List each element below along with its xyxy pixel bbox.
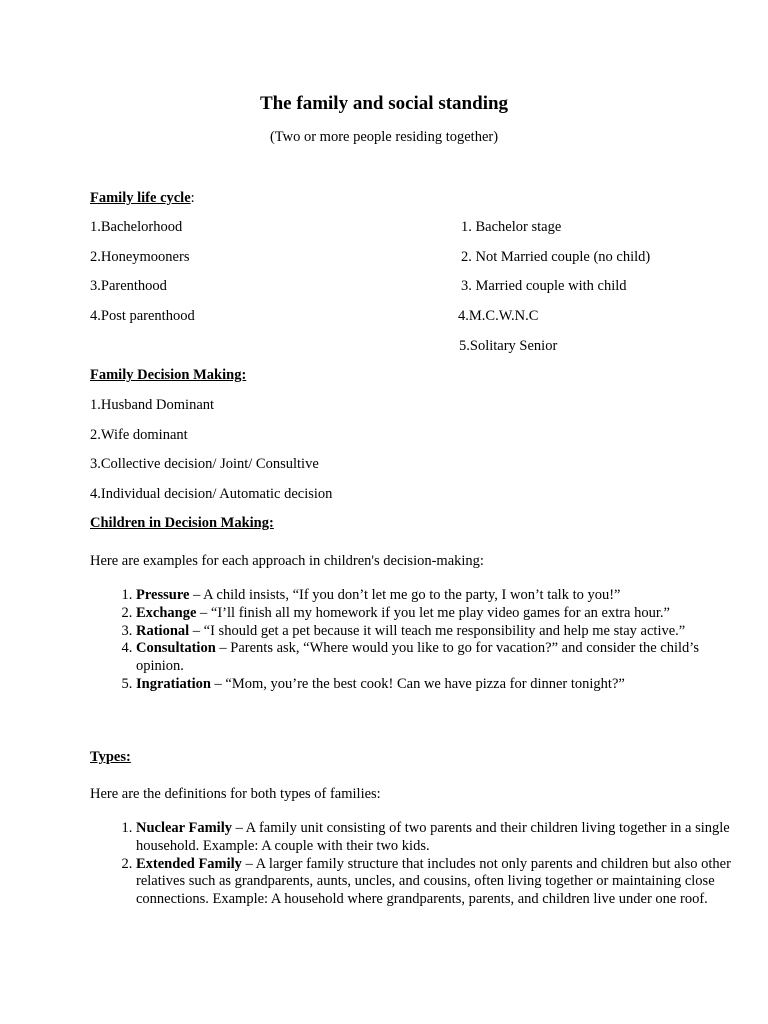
life-cycle-left-item: 1.Bachelorhood: [90, 219, 183, 235]
list-item-term: Nuclear Family: [136, 820, 232, 836]
list-item: [136, 605, 736, 623]
list-item-term: Ingratiation: [136, 675, 211, 692]
list-item-text: – “I’ll finish all my homework if you let me play video games for an extra hour.”: [196, 604, 670, 621]
list-item-text: – Parents ask, “Where would you like to go for vacation?” and consider the child’s opinion.: [136, 640, 699, 675]
life-cycle-left-item: 3.Parenthood: [90, 278, 167, 294]
list-item: [136, 856, 736, 909]
decision-making-item: 1.Husband Dominant: [90, 397, 215, 413]
life-cycle-right-item: 2. Not Married couple (no child): [461, 249, 651, 265]
life-cycle-right-item: 3. Married couple with child: [461, 278, 627, 294]
list-item: [136, 676, 736, 694]
decision-making-heading: Family Decision Making:: [90, 367, 247, 383]
list-item-text: – “Mom, you’re the best cook! Can we have pizza for dinner tonight?”: [210, 675, 625, 692]
decision-making-item: 2.Wife dominant: [90, 427, 188, 443]
list-item: [136, 623, 736, 641]
list-item-term: Consultation: [136, 640, 216, 657]
list-item-text: – “I should get a pet because it will teach me responsibility and help me stay active.”: [189, 622, 686, 639]
list-item-term: Exchange: [136, 604, 197, 621]
types-intro: Here are the definitions for both types of families:: [90, 786, 381, 802]
list-item: [136, 640, 736, 676]
list-item-text: – A larger family structure that includes not only parents and children but also other relatives such as grandparents, aunts, uncles, and cousins, often living together or maintaining close connections. Example: A household where grandparents, parents, and children live under one roof.: [136, 855, 731, 908]
life-cycle-heading-text: Family life cycle: [90, 190, 191, 206]
decision-making-item: 3.Collective decision/ Joint/ Consultive: [90, 456, 319, 472]
children-heading: Children in Decision Making:: [90, 515, 274, 531]
list-item: [136, 587, 736, 605]
list-item-text: – A child insists, “If you don’t let me go to the party, I won’t talk to you!”: [189, 587, 621, 603]
page-subtitle: (Two or more people residing together): [269, 129, 499, 145]
family-types-list: [90, 820, 736, 909]
children-approach-list: [90, 587, 736, 694]
list-item-term: Extended Family: [136, 855, 242, 872]
children-intro: Here are examples for each approach in children's decision-making:: [90, 553, 484, 569]
page-title: The family and social standing: [259, 93, 509, 114]
life-cycle-left-item: 4.Post parenthood: [90, 308, 195, 324]
decision-making-item: 4.Individual decision/ Automatic decision: [90, 486, 333, 502]
list-item-text: – A family unit consisting of two parents and their children living together in a single household. Example: A couple with their two kids.: [136, 820, 730, 854]
list-item-term: Pressure: [136, 587, 190, 603]
life-cycle-right-item: 5.Solitary Senior: [459, 338, 558, 354]
life-cycle-right-item: 1. Bachelor stage: [461, 219, 562, 235]
types-heading: Types:: [90, 749, 131, 765]
life-cycle-heading-colon: :: [190, 190, 195, 206]
list-item-term: Rational: [136, 622, 190, 639]
life-cycle-right-item: 4.M.C.W.N.C: [458, 308, 539, 324]
list-item: [136, 820, 736, 856]
life-cycle-heading: [90, 189, 195, 207]
life-cycle-left-item: 2.Honeymooners: [90, 249, 190, 265]
